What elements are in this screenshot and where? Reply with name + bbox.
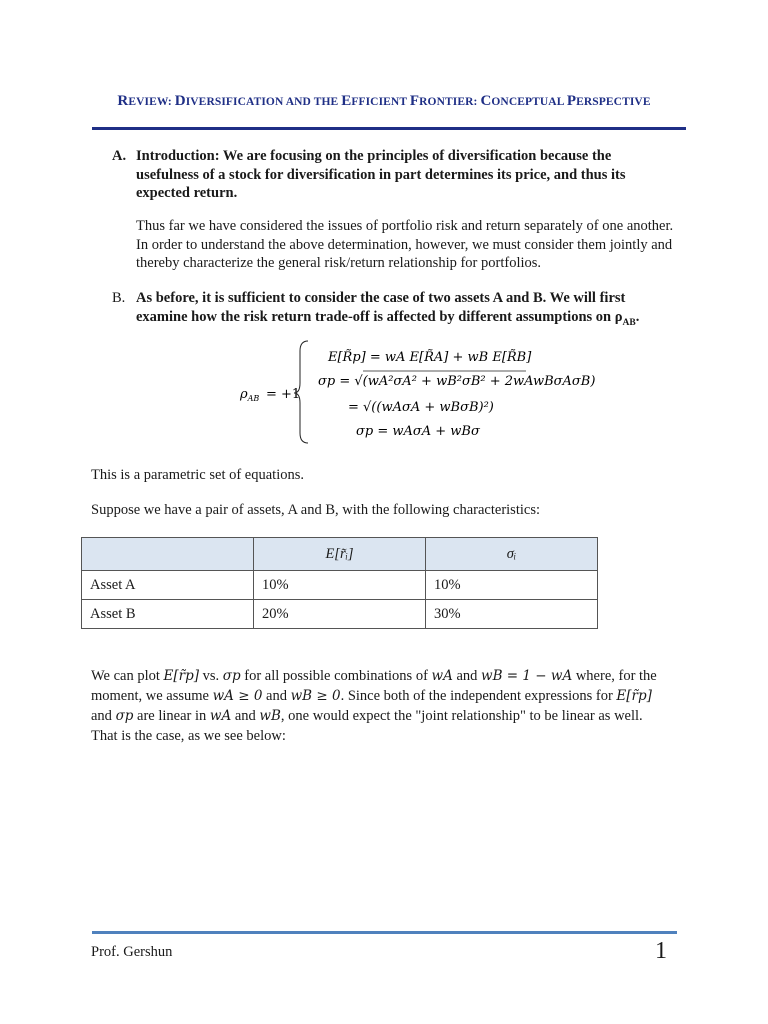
table-cell: 10% [254,571,426,600]
title-cap: F [409,93,420,109]
rho-value: = +1 [266,387,301,402]
title-cap: C [480,93,492,109]
table-row [82,600,598,629]
section-b-heading-end: . [635,308,640,325]
plot-line-1: We can plot E[r̃p] vs. σp for all possible combinations of wA and wB = 1 − wA where, for the [91,668,657,684]
math-erp: E[r̃p] [163,668,199,684]
math-wb: wB [259,708,281,724]
table-header-row [82,538,598,571]
title-rest: IVERSIFICATION AND THE [185,96,342,108]
math-wa: wA [209,708,232,724]
table-cell: Asset B [82,600,254,629]
title-rest: EVIEW: [128,96,175,108]
title-cap: D [174,93,186,109]
math-wb-eq: wB = 1 − wA [481,668,573,684]
table-header-cell: E[r̃ᵢ] [254,538,426,571]
table-header-cell: σᵢ [426,538,598,571]
title-rest: ONCEPTUAL [491,96,567,108]
section-a-heading: Introduction: We are focusing on the principles of diversification because the usefulness of a stock for diversification in part determines its price, and thus its expected return. [136,148,626,201]
section-a-label: A. [112,148,127,164]
equation-line-2: σp = √(wA²σA² + wB²σB² + 2wAwBσAσB) [318,374,596,389]
section-a-body: Thus far we have considered the issues of portfolio risk and return separately of one another. In order to understand the above determination, however, we must consider them jointly and thereby characterize the general risk/return relationship for portfolios. [136,218,674,271]
table-cell: 20% [254,600,426,629]
table-row [82,571,598,600]
assets-table [81,537,598,629]
parametric-text: This is a parametric set of equations. [91,467,305,483]
title-cap: P [566,93,577,109]
equation-line-1: E[R̃p] = wA E[R̃A] + wB E[R̃B] [328,350,532,365]
title-rest: RONTIER: [419,96,481,108]
math-sigma-p: σp [115,708,134,724]
table-header-cell [82,538,254,571]
title-cap: R [117,93,129,109]
footer-rule [92,931,677,934]
rho-label: $\rho_{AB}$ [240,387,260,403]
math-wa-ge: wA ≥ 0 [212,688,263,704]
table-cell: Asset A [82,571,254,600]
section-b-heading-text: As before, it is sufficient to consider the case of two assets A and B. We will first examine how the risk return trade-off is affected by different assumptions on ρ [136,290,626,325]
math-wa: wA [431,668,453,684]
math-erp: E[r̃p] [616,688,652,704]
footer-author: Prof. Gershun [91,944,173,960]
page-title [0,93,768,110]
math-sigma-p: σp [222,668,241,684]
header-rule [92,127,686,130]
section-b-heading [136,289,666,332]
equation-line-4: σp = wAσA + wBσ [356,424,480,439]
plot-line-3: and σp are linear in wA and wB, one would expect the "joint relationship" to be linear as well. [91,708,643,724]
plot-line-4: That is the case, as we see below: [91,728,286,744]
page-number: 1 [655,938,667,964]
section-b-heading-sub: AB [622,317,636,328]
equation-line-3: = √((wAσA + wBσB)²) [348,400,494,415]
equation-block [236,335,596,447]
title-cap: E [341,93,352,109]
title-rest: FFICIENT [351,96,410,108]
plot-paragraph [91,666,681,746]
section-b-label: B. [112,290,126,306]
suppose-text: Suppose we have a pair of assets, A and B, with the following characteristics: [91,502,540,518]
plot-line-2: moment, we assume wA ≥ 0 and wB ≥ 0. Since both of the independent expressions for E[r̃p] [91,688,652,704]
title-rest: ERSPECTIVE [576,96,651,108]
table-cell: 30% [426,600,598,629]
math-wb-ge: wB ≥ 0 [290,688,341,704]
table-cell: 10% [426,571,598,600]
